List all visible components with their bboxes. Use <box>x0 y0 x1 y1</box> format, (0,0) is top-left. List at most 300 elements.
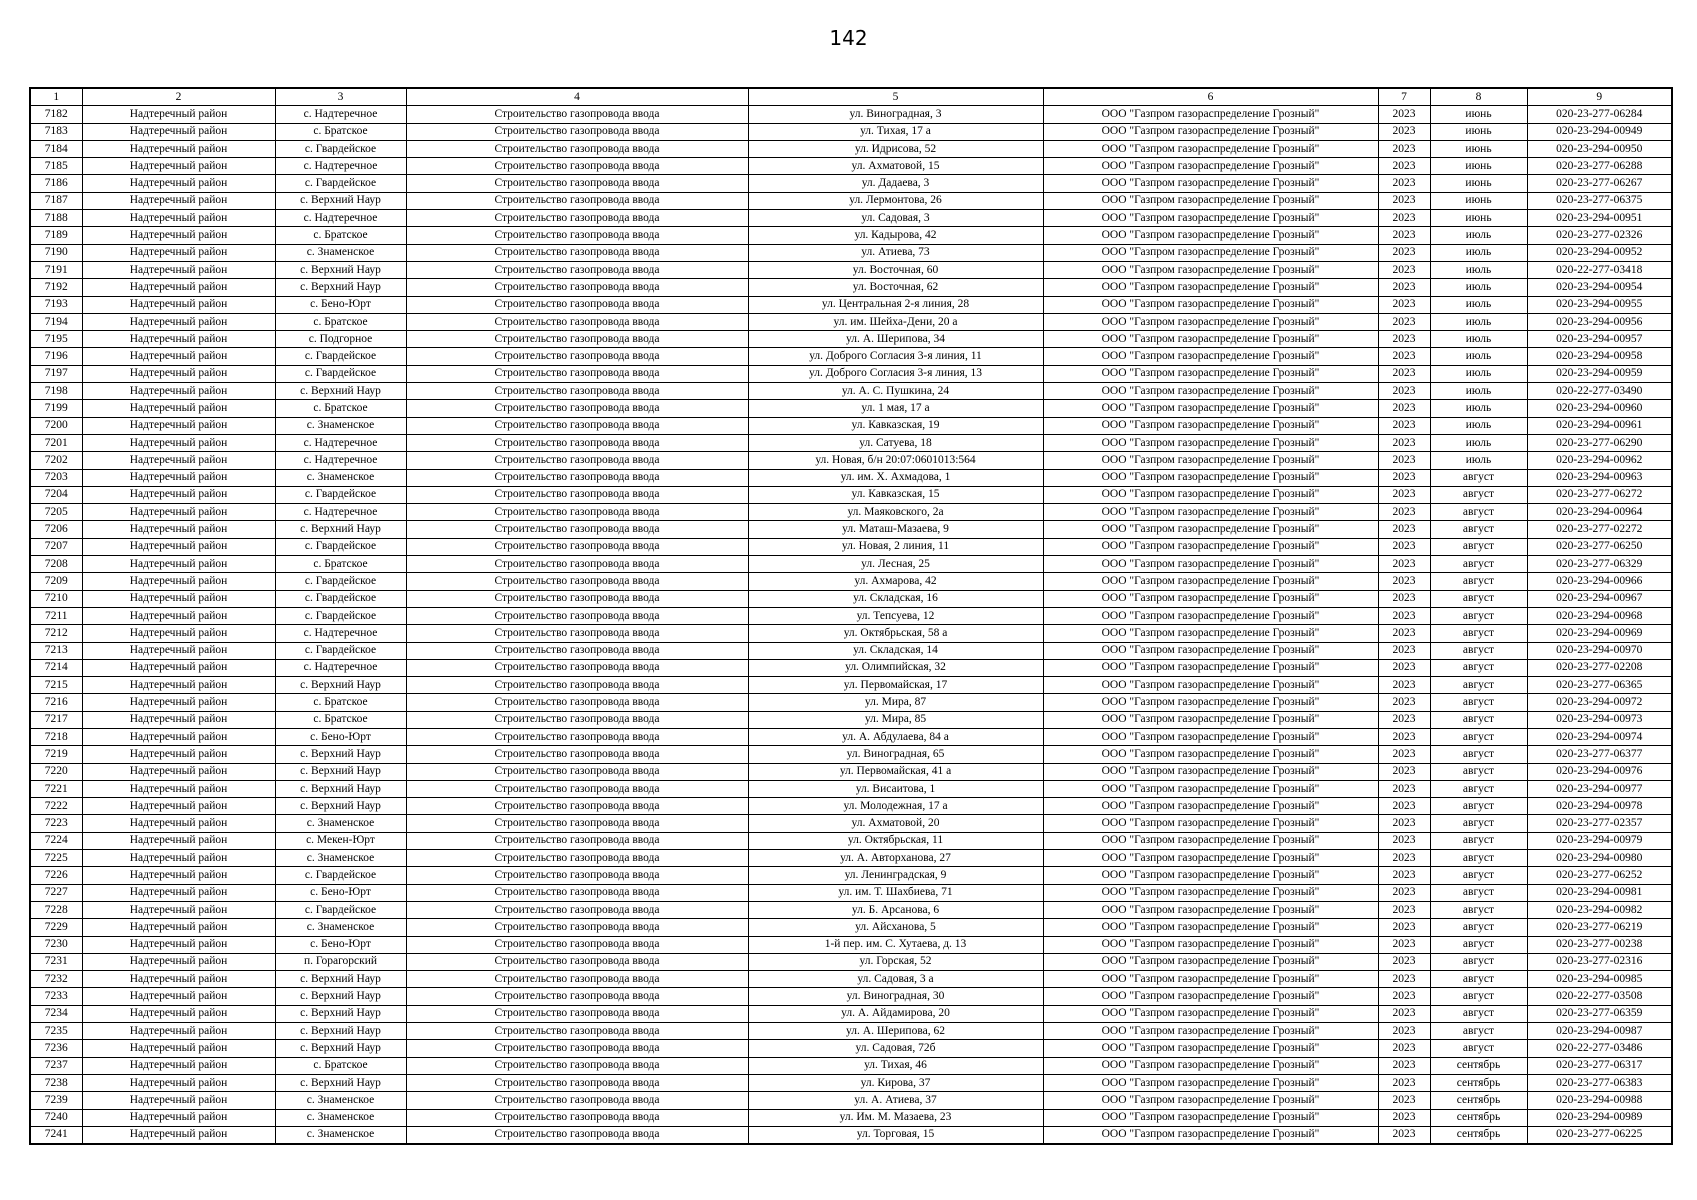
row-number-cell: 7193 <box>30 296 82 313</box>
row-number-cell: 7219 <box>30 746 82 763</box>
table-row <box>30 486 1672 503</box>
work-type-cell: Строительство газопровода ввода <box>406 1023 748 1040</box>
address-cell: ул. Кавказская, 19 <box>748 417 1043 434</box>
organization-cell: ООО "Газпром газораспределение Грозный" <box>1043 850 1378 867</box>
row-number-cell: 7191 <box>30 261 82 278</box>
settlement-cell: с. Знаменское <box>275 1126 406 1144</box>
address-cell: ул. Центральная 2-я линия, 28 <box>748 296 1043 313</box>
row-number-cell: 7213 <box>30 642 82 659</box>
work-type-cell: Строительство газопровода ввода <box>406 452 748 469</box>
address-cell: ул. Лесная, 25 <box>748 556 1043 573</box>
row-number-cell: 7208 <box>30 556 82 573</box>
month-cell: август <box>1430 538 1527 555</box>
district-cell: Надтеречный район <box>82 279 275 296</box>
month-cell: август <box>1430 642 1527 659</box>
district-cell: Надтеречный район <box>82 1109 275 1126</box>
row-number-cell: 7192 <box>30 279 82 296</box>
organization-cell: ООО "Газпром газораспределение Грозный" <box>1043 261 1378 278</box>
table-row <box>30 192 1672 209</box>
row-number-cell: 7240 <box>30 1109 82 1126</box>
work-type-cell: Строительство газопровода ввода <box>406 694 748 711</box>
code-cell: 020-23-277-00238 <box>1527 936 1672 953</box>
organization-cell: ООО "Газпром газораспределение Грозный" <box>1043 210 1378 227</box>
table-row <box>30 590 1672 607</box>
district-cell: Надтеречный район <box>82 573 275 590</box>
table-row <box>30 763 1672 780</box>
district-cell: Надтеречный район <box>82 244 275 261</box>
district-cell: Надтеречный район <box>82 780 275 797</box>
row-number-cell: 7224 <box>30 832 82 849</box>
code-cell: 020-23-277-06377 <box>1527 746 1672 763</box>
address-cell: ул. Ленинградская, 9 <box>748 867 1043 884</box>
year-cell: 2023 <box>1378 971 1430 988</box>
table-row <box>30 521 1672 538</box>
district-cell: Надтеречный район <box>82 227 275 244</box>
table-row <box>30 331 1672 348</box>
code-cell: 020-23-294-00988 <box>1527 1092 1672 1109</box>
district-cell: Надтеречный район <box>82 1092 275 1109</box>
code-cell: 020-23-294-00949 <box>1527 123 1672 140</box>
year-cell: 2023 <box>1378 192 1430 209</box>
work-type-cell: Строительство газопровода ввода <box>406 677 748 694</box>
settlement-cell: с. Верхний Наур <box>275 988 406 1005</box>
row-number-cell: 7237 <box>30 1057 82 1074</box>
organization-cell: ООО "Газпром газораспределение Грозный" <box>1043 486 1378 503</box>
organization-cell: ООО "Газпром газораспределение Грозный" <box>1043 919 1378 936</box>
organization-cell: ООО "Газпром газораспределение Грозный" <box>1043 936 1378 953</box>
code-cell: 020-23-294-00956 <box>1527 313 1672 330</box>
settlement-cell: с. Братское <box>275 1057 406 1074</box>
row-number-cell: 7206 <box>30 521 82 538</box>
table-row <box>30 1126 1672 1144</box>
work-type-cell: Строительство газопровода ввода <box>406 815 748 832</box>
settlement-cell: с. Бено-Юрт <box>275 884 406 901</box>
month-cell: август <box>1430 884 1527 901</box>
work-type-cell: Строительство газопровода ввода <box>406 728 748 745</box>
settlement-cell: с. Знаменское <box>275 244 406 261</box>
row-number-cell: 7230 <box>30 936 82 953</box>
address-cell: ул. Виноградная, 65 <box>748 746 1043 763</box>
row-number-cell: 7238 <box>30 1074 82 1091</box>
month-cell: июль <box>1430 383 1527 400</box>
work-type-cell: Строительство газопровода ввода <box>406 434 748 451</box>
table-row <box>30 850 1672 867</box>
organization-cell: ООО "Газпром газораспределение Грозный" <box>1043 711 1378 728</box>
month-cell: июль <box>1430 313 1527 330</box>
settlement-cell: с. Верхний Наур <box>275 763 406 780</box>
settlement-cell: с. Братское <box>275 227 406 244</box>
code-cell: 020-23-277-06225 <box>1527 1126 1672 1144</box>
year-cell: 2023 <box>1378 123 1430 140</box>
row-number-cell: 7225 <box>30 850 82 867</box>
year-cell: 2023 <box>1378 504 1430 521</box>
work-type-cell: Строительство газопровода ввода <box>406 832 748 849</box>
month-cell: август <box>1430 469 1527 486</box>
year-cell: 2023 <box>1378 400 1430 417</box>
work-type-cell: Строительство газопровода ввода <box>406 244 748 261</box>
table-row <box>30 123 1672 140</box>
work-type-cell: Строительство газопровода ввода <box>406 123 748 140</box>
organization-cell: ООО "Газпром газораспределение Грозный" <box>1043 383 1378 400</box>
code-cell: 020-23-294-00962 <box>1527 452 1672 469</box>
year-cell: 2023 <box>1378 296 1430 313</box>
row-number-cell: 7234 <box>30 1005 82 1022</box>
row-number-cell: 7226 <box>30 867 82 884</box>
column-header: 5 <box>748 88 1043 106</box>
year-cell: 2023 <box>1378 694 1430 711</box>
table-row <box>30 988 1672 1005</box>
month-cell: август <box>1430 504 1527 521</box>
district-cell: Надтеречный район <box>82 417 275 434</box>
code-cell: 020-23-294-00950 <box>1527 140 1672 157</box>
year-cell: 2023 <box>1378 158 1430 175</box>
row-number-cell: 7184 <box>30 140 82 157</box>
month-cell: сентябрь <box>1430 1092 1527 1109</box>
row-number-cell: 7211 <box>30 607 82 624</box>
table-row <box>30 1040 1672 1057</box>
code-cell: 020-23-294-00959 <box>1527 365 1672 382</box>
address-cell: ул. им. Шейха-Дени, 20 а <box>748 313 1043 330</box>
organization-cell: ООО "Газпром газораспределение Грозный" <box>1043 192 1378 209</box>
code-cell: 020-23-294-00979 <box>1527 832 1672 849</box>
month-cell: июль <box>1430 452 1527 469</box>
work-type-cell: Строительство газопровода ввода <box>406 538 748 555</box>
code-cell: 020-23-294-00963 <box>1527 469 1672 486</box>
code-cell: 020-23-294-00989 <box>1527 1109 1672 1126</box>
settlement-cell: с. Гвардейское <box>275 175 406 192</box>
column-header: 3 <box>275 88 406 106</box>
work-type-cell: Строительство газопровода ввода <box>406 1126 748 1144</box>
address-cell: ул. Кавказская, 15 <box>748 486 1043 503</box>
code-cell: 020-23-294-00987 <box>1527 1023 1672 1040</box>
settlement-cell: с. Надтеречное <box>275 106 406 123</box>
settlement-cell: с. Надтеречное <box>275 210 406 227</box>
month-cell: август <box>1430 573 1527 590</box>
code-cell: 020-23-294-00958 <box>1527 348 1672 365</box>
row-number-cell: 7187 <box>30 192 82 209</box>
organization-cell: ООО "Газпром газораспределение Грозный" <box>1043 175 1378 192</box>
district-cell: Надтеречный район <box>82 400 275 417</box>
month-cell: сентябрь <box>1430 1126 1527 1144</box>
address-cell: ул. Октябрьская, 11 <box>748 832 1043 849</box>
address-cell: ул. Доброго Согласия 3-я линия, 11 <box>748 348 1043 365</box>
settlement-cell: с. Братское <box>275 711 406 728</box>
district-cell: Надтеречный район <box>82 504 275 521</box>
row-number-cell: 7190 <box>30 244 82 261</box>
district-cell: Надтеречный район <box>82 469 275 486</box>
row-number-cell: 7235 <box>30 1023 82 1040</box>
table-row <box>30 1057 1672 1074</box>
row-number-cell: 7228 <box>30 901 82 918</box>
code-cell: 020-22-277-03486 <box>1527 1040 1672 1057</box>
work-type-cell: Строительство газопровода ввода <box>406 348 748 365</box>
row-number-cell: 7198 <box>30 383 82 400</box>
month-cell: август <box>1430 971 1527 988</box>
organization-cell: ООО "Газпром газораспределение Грозный" <box>1043 452 1378 469</box>
district-cell: Надтеречный район <box>82 521 275 538</box>
district-cell: Надтеречный район <box>82 296 275 313</box>
settlement-cell: с. Гвардейское <box>275 607 406 624</box>
code-cell: 020-23-294-00985 <box>1527 971 1672 988</box>
month-cell: август <box>1430 1040 1527 1057</box>
row-number-cell: 7210 <box>30 590 82 607</box>
district-cell: Надтеречный район <box>82 884 275 901</box>
address-cell: ул. Атиева, 73 <box>748 244 1043 261</box>
address-cell: ул. Молодежная, 17 а <box>748 798 1043 815</box>
table-row <box>30 261 1672 278</box>
row-number-cell: 7236 <box>30 1040 82 1057</box>
work-type-cell: Строительство газопровода ввода <box>406 556 748 573</box>
table-row <box>30 815 1672 832</box>
settlement-cell: с. Верхний Наур <box>275 261 406 278</box>
year-cell: 2023 <box>1378 677 1430 694</box>
month-cell: август <box>1430 1005 1527 1022</box>
organization-cell: ООО "Газпром газораспределение Грозный" <box>1043 434 1378 451</box>
code-cell: 020-23-277-06267 <box>1527 175 1672 192</box>
settlement-cell: с. Надтеречное <box>275 452 406 469</box>
month-cell: июль <box>1430 400 1527 417</box>
organization-cell: ООО "Газпром газораспределение Грозный" <box>1043 746 1378 763</box>
organization-cell: ООО "Газпром газораспределение Грозный" <box>1043 417 1378 434</box>
year-cell: 2023 <box>1378 331 1430 348</box>
district-cell: Надтеречный район <box>82 590 275 607</box>
month-cell: июнь <box>1430 210 1527 227</box>
work-type-cell: Строительство газопровода ввода <box>406 711 748 728</box>
district-cell: Надтеречный район <box>82 815 275 832</box>
district-cell: Надтеречный район <box>82 625 275 642</box>
table-row <box>30 452 1672 469</box>
organization-cell: ООО "Газпром газораспределение Грозный" <box>1043 1092 1378 1109</box>
organization-cell: ООО "Газпром газораспределение Грозный" <box>1043 1074 1378 1091</box>
settlement-cell: с. Бено-Юрт <box>275 936 406 953</box>
district-cell: Надтеречный район <box>82 486 275 503</box>
table-row <box>30 296 1672 313</box>
table-row <box>30 383 1672 400</box>
work-type-cell: Строительство газопровода ввода <box>406 988 748 1005</box>
year-cell: 2023 <box>1378 244 1430 261</box>
settlement-cell: с. Надтеречное <box>275 434 406 451</box>
organization-cell: ООО "Газпром газораспределение Грозный" <box>1043 1023 1378 1040</box>
settlement-cell: с. Верхний Наур <box>275 1023 406 1040</box>
organization-cell: ООО "Газпром газораспределение Грозный" <box>1043 521 1378 538</box>
table-row <box>30 728 1672 745</box>
code-cell: 020-23-294-00957 <box>1527 331 1672 348</box>
settlement-cell: с. Гвардейское <box>275 348 406 365</box>
work-type-cell: Строительство газопровода ввода <box>406 919 748 936</box>
row-number-cell: 7207 <box>30 538 82 555</box>
address-cell: ул. Мира, 85 <box>748 711 1043 728</box>
settlement-cell: с. Братское <box>275 313 406 330</box>
code-cell: 020-23-277-06383 <box>1527 1074 1672 1091</box>
month-cell: август <box>1430 850 1527 867</box>
table-row <box>30 884 1672 901</box>
organization-cell: ООО "Газпром газораспределение Грозный" <box>1043 1005 1378 1022</box>
district-cell: Надтеречный район <box>82 1005 275 1022</box>
organization-cell: ООО "Газпром газораспределение Грозный" <box>1043 1040 1378 1057</box>
address-cell: ул. им. Т. Шахбиева, 71 <box>748 884 1043 901</box>
organization-cell: ООО "Газпром газораспределение Грозный" <box>1043 677 1378 694</box>
organization-cell: ООО "Газпром газораспределение Грозный" <box>1043 400 1378 417</box>
year-cell: 2023 <box>1378 659 1430 676</box>
work-type-cell: Строительство газопровода ввода <box>406 763 748 780</box>
address-cell: ул. Тепсуева, 12 <box>748 607 1043 624</box>
code-cell: 020-23-294-00978 <box>1527 798 1672 815</box>
month-cell: июль <box>1430 279 1527 296</box>
district-cell: Надтеречный район <box>82 901 275 918</box>
district-cell: Надтеречный район <box>82 746 275 763</box>
year-cell: 2023 <box>1378 1040 1430 1057</box>
table-row <box>30 642 1672 659</box>
column-header: 8 <box>1430 88 1527 106</box>
work-type-cell: Строительство газопровода ввода <box>406 780 748 797</box>
row-number-cell: 7188 <box>30 210 82 227</box>
year-cell: 2023 <box>1378 590 1430 607</box>
table-row <box>30 538 1672 555</box>
month-cell: август <box>1430 694 1527 711</box>
year-cell: 2023 <box>1378 850 1430 867</box>
month-cell: август <box>1430 728 1527 745</box>
district-cell: Надтеречный район <box>82 123 275 140</box>
year-cell: 2023 <box>1378 884 1430 901</box>
address-cell: ул. Тихая, 46 <box>748 1057 1043 1074</box>
district-cell: Надтеречный район <box>82 538 275 555</box>
settlement-cell: с. Гвардейское <box>275 867 406 884</box>
organization-cell: ООО "Газпром газораспределение Грозный" <box>1043 279 1378 296</box>
settlement-cell: с. Гвардейское <box>275 365 406 382</box>
table-row <box>30 504 1672 521</box>
month-cell: август <box>1430 1023 1527 1040</box>
row-number-cell: 7200 <box>30 417 82 434</box>
row-number-cell: 7239 <box>30 1092 82 1109</box>
district-cell: Надтеречный район <box>82 867 275 884</box>
code-cell: 020-23-294-00954 <box>1527 279 1672 296</box>
settlement-cell: с. Гвардейское <box>275 486 406 503</box>
work-type-cell: Строительство газопровода ввода <box>406 1005 748 1022</box>
month-cell: сентябрь <box>1430 1109 1527 1126</box>
row-number-cell: 7205 <box>30 504 82 521</box>
month-cell: август <box>1430 988 1527 1005</box>
address-cell: ул. Сатуева, 18 <box>748 434 1043 451</box>
row-number-cell: 7186 <box>30 175 82 192</box>
address-cell: ул. Садовая, 3 а <box>748 971 1043 988</box>
organization-cell: ООО "Газпром газораспределение Грозный" <box>1043 556 1378 573</box>
settlement-cell: с. Верхний Наур <box>275 1005 406 1022</box>
year-cell: 2023 <box>1378 642 1430 659</box>
table-row <box>30 417 1672 434</box>
district-cell: Надтеречный район <box>82 763 275 780</box>
row-number-cell: 7232 <box>30 971 82 988</box>
district-cell: Надтеречный район <box>82 140 275 157</box>
year-cell: 2023 <box>1378 556 1430 573</box>
year-cell: 2023 <box>1378 901 1430 918</box>
settlement-cell: с. Знаменское <box>275 1092 406 1109</box>
row-number-cell: 7182 <box>30 106 82 123</box>
work-type-cell: Строительство газопровода ввода <box>406 521 748 538</box>
settlement-cell: с. Надтеречное <box>275 659 406 676</box>
table-row <box>30 348 1672 365</box>
organization-cell: ООО "Газпром газораспределение Грозный" <box>1043 590 1378 607</box>
settlement-cell: с. Верхний Наур <box>275 780 406 797</box>
year-cell: 2023 <box>1378 573 1430 590</box>
table-row <box>30 210 1672 227</box>
address-cell: ул. А. Абдулаева, 84 а <box>748 728 1043 745</box>
address-cell: ул. Дадаева, 3 <box>748 175 1043 192</box>
organization-cell: ООО "Газпром газораспределение Грозный" <box>1043 867 1378 884</box>
table-row <box>30 140 1672 157</box>
address-cell: ул. Маяковского, 2а <box>748 504 1043 521</box>
settlement-cell: с. Гвардейское <box>275 901 406 918</box>
district-cell: Надтеречный район <box>82 434 275 451</box>
organization-cell: ООО "Газпром газораспределение Грозный" <box>1043 331 1378 348</box>
year-cell: 2023 <box>1378 469 1430 486</box>
address-cell: ул. Айсханова, 5 <box>748 919 1043 936</box>
table-row <box>30 711 1672 728</box>
address-cell: ул. Октябрьская, 58 а <box>748 625 1043 642</box>
column-header: 1 <box>30 88 82 106</box>
month-cell: август <box>1430 953 1527 970</box>
district-cell: Надтеречный район <box>82 313 275 330</box>
month-cell: июль <box>1430 417 1527 434</box>
month-cell: июнь <box>1430 140 1527 157</box>
work-type-cell: Строительство газопровода ввода <box>406 642 748 659</box>
settlement-cell: с. Гвардейское <box>275 538 406 555</box>
month-cell: август <box>1430 625 1527 642</box>
settlement-cell: с. Знаменское <box>275 417 406 434</box>
district-cell: Надтеречный район <box>82 556 275 573</box>
settlement-cell: с. Гвардейское <box>275 140 406 157</box>
work-type-cell: Строительство газопровода ввода <box>406 227 748 244</box>
district-cell: Надтеречный район <box>82 971 275 988</box>
code-cell: 020-23-294-00980 <box>1527 850 1672 867</box>
district-cell: Надтеречный район <box>82 607 275 624</box>
district-cell: Надтеречный район <box>82 694 275 711</box>
row-number-cell: 7212 <box>30 625 82 642</box>
organization-cell: ООО "Газпром газораспределение Грозный" <box>1043 365 1378 382</box>
organization-cell: ООО "Газпром газораспределение Грозный" <box>1043 227 1378 244</box>
district-cell: Надтеречный район <box>82 365 275 382</box>
settlement-cell: с. Верхний Наур <box>275 677 406 694</box>
year-cell: 2023 <box>1378 313 1430 330</box>
year-cell: 2023 <box>1378 383 1430 400</box>
address-cell: ул. Складская, 14 <box>748 642 1043 659</box>
column-header: 2 <box>82 88 275 106</box>
work-type-cell: Строительство газопровода ввода <box>406 140 748 157</box>
address-cell: ул. Кирова, 37 <box>748 1074 1043 1091</box>
settlement-cell: с. Верхний Наур <box>275 798 406 815</box>
settlement-cell: с. Братское <box>275 400 406 417</box>
settlement-cell: с. Гвардейское <box>275 642 406 659</box>
organization-cell: ООО "Газпром газораспределение Грозный" <box>1043 573 1378 590</box>
settlement-cell: с. Знаменское <box>275 919 406 936</box>
year-cell: 2023 <box>1378 227 1430 244</box>
work-type-cell: Строительство газопровода ввода <box>406 400 748 417</box>
work-type-cell: Строительство газопровода ввода <box>406 210 748 227</box>
organization-cell: ООО "Газпром газораспределение Грозный" <box>1043 538 1378 555</box>
work-type-cell: Строительство газопровода ввода <box>406 884 748 901</box>
month-cell: август <box>1430 659 1527 676</box>
year-cell: 2023 <box>1378 1005 1430 1022</box>
organization-cell: ООО "Газпром газораспределение Грозный" <box>1043 469 1378 486</box>
month-cell: август <box>1430 936 1527 953</box>
month-cell: июль <box>1430 348 1527 365</box>
district-cell: Надтеречный район <box>82 953 275 970</box>
year-cell: 2023 <box>1378 1074 1430 1091</box>
month-cell: август <box>1430 815 1527 832</box>
month-cell: сентябрь <box>1430 1074 1527 1091</box>
table-row <box>30 227 1672 244</box>
district-cell: Надтеречный район <box>82 936 275 953</box>
row-number-cell: 7194 <box>30 313 82 330</box>
